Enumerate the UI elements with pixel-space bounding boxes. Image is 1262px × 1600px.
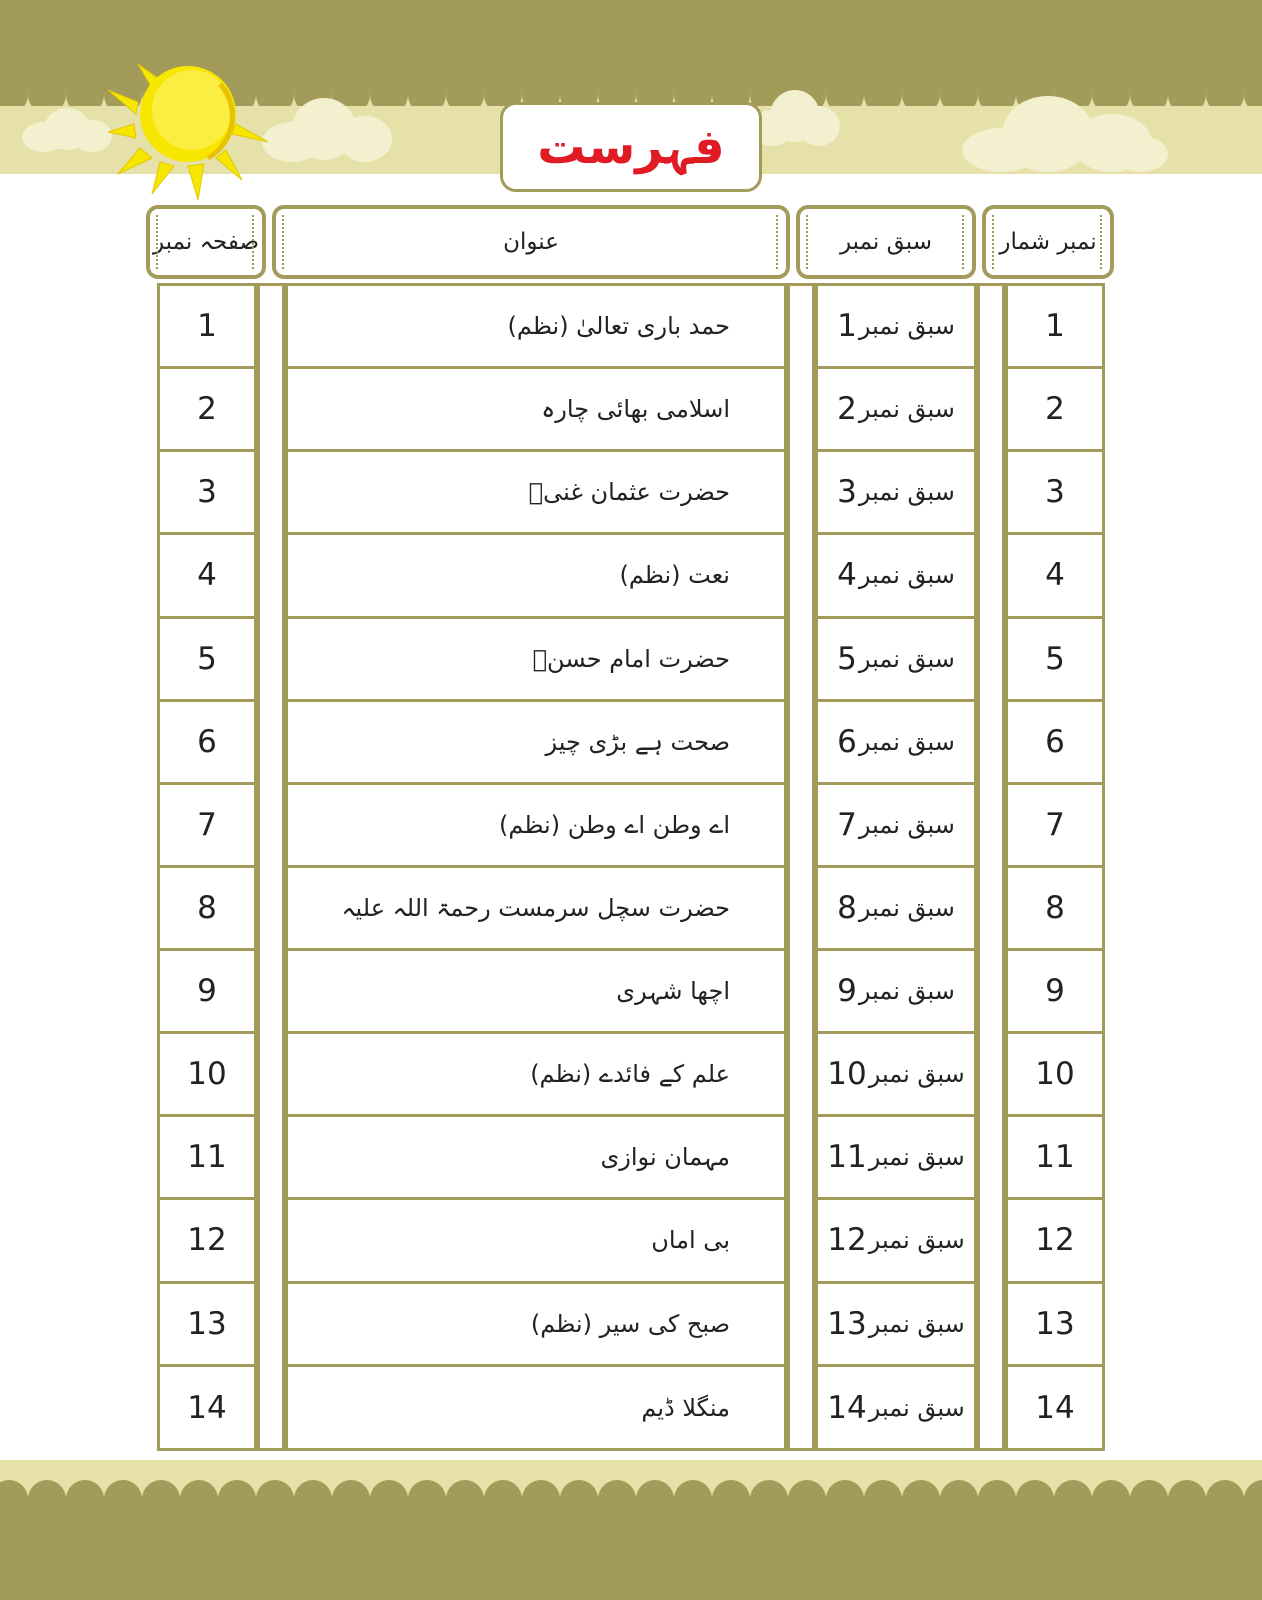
page-number-cell: 10 bbox=[160, 1034, 254, 1117]
page-number-cell: 13 bbox=[160, 1284, 254, 1367]
lesson-number: 13 bbox=[827, 1305, 867, 1342]
lesson-number-cell bbox=[818, 951, 974, 1034]
column-divider bbox=[257, 283, 285, 1451]
serial-number-cell: 3 bbox=[1008, 452, 1102, 535]
lesson-label: سبق نمبر bbox=[868, 1060, 965, 1089]
lesson-number: 4 bbox=[837, 557, 857, 594]
serial-number-cell: 5 bbox=[1008, 619, 1102, 702]
serial-number-cell: 1 bbox=[1008, 286, 1102, 369]
serial-number-cell: 2 bbox=[1008, 369, 1102, 452]
column-serial-number bbox=[1005, 283, 1105, 1451]
column-divider bbox=[787, 283, 815, 1451]
page-number-cell: 6 bbox=[160, 702, 254, 785]
topic-cell: نعت (نظم) bbox=[288, 535, 784, 618]
footer-scallop-edge bbox=[0, 1480, 1262, 1510]
page-number-cell: 1 bbox=[160, 286, 254, 369]
lesson-number: 6 bbox=[837, 723, 857, 760]
cloud-left-icon bbox=[22, 108, 112, 152]
topic-cell: صبح کی سیر (نظم) bbox=[288, 1284, 784, 1367]
serial-number-cell: 7 bbox=[1008, 785, 1102, 868]
header-topic: عنوان bbox=[272, 205, 790, 279]
lesson-label: سبق نمبر bbox=[858, 312, 955, 341]
serial-number-cell: 8 bbox=[1008, 868, 1102, 951]
lesson-number: 11 bbox=[827, 1139, 867, 1176]
header-serial-number: نمبر شمار bbox=[982, 205, 1114, 279]
lesson-label: سبق نمبر bbox=[858, 644, 955, 673]
lesson-number-cell bbox=[818, 369, 974, 452]
topic-cell: حمد باری تعالیٰ (نظم) bbox=[288, 286, 784, 369]
cloud-right-icon bbox=[962, 96, 1168, 172]
lesson-number-cell bbox=[818, 1367, 974, 1450]
page-number-cell: 3 bbox=[160, 452, 254, 535]
topic-cell: حضرت سچل سرمست رحمۃ اللہ علیہ bbox=[288, 868, 784, 951]
serial-number-cell: 14 bbox=[1035, 1390, 1075, 1427]
lesson-number-cell bbox=[818, 868, 974, 951]
serial-number-cell: 6 bbox=[1008, 702, 1102, 785]
lesson-number: 8 bbox=[837, 889, 857, 926]
page-number-cell: 4 bbox=[160, 535, 254, 618]
topic-cell: علم کے فائدے (نظم) bbox=[288, 1034, 784, 1117]
lesson-label: سبق نمبر bbox=[858, 727, 955, 756]
lesson-label: سبق نمبر bbox=[868, 1143, 965, 1172]
lesson-number-cell bbox=[818, 619, 974, 702]
topic-cell: صحت ہے بڑی چیز bbox=[288, 702, 784, 785]
topic-cell: حضرت امام حسنؓ bbox=[288, 619, 784, 702]
page-number-cell: 9 bbox=[160, 951, 254, 1034]
page-number-cell: 8 bbox=[160, 868, 254, 951]
topic-cell: منگلا ڈیم bbox=[641, 1394, 730, 1423]
lesson-label: سبق نمبر bbox=[868, 1394, 965, 1423]
serial-number-cell: 9 bbox=[1008, 951, 1102, 1034]
page-title: فہرست bbox=[537, 119, 725, 175]
lesson-number: 12 bbox=[827, 1222, 867, 1259]
lesson-label: سبق نمبر bbox=[868, 1309, 965, 1338]
footer-band bbox=[0, 1496, 1262, 1600]
page-number-cell: 7 bbox=[160, 785, 254, 868]
sun-icon bbox=[108, 62, 268, 202]
lesson-number: 9 bbox=[837, 973, 857, 1010]
header-page-number: صفحہ نمبر bbox=[146, 205, 266, 279]
serial-number-cell: 12 bbox=[1008, 1200, 1102, 1283]
serial-number-cell: 13 bbox=[1008, 1284, 1102, 1367]
header-lesson-number: سبق نمبر bbox=[796, 205, 976, 279]
lesson-number: 10 bbox=[827, 1056, 867, 1093]
column-divider bbox=[977, 283, 1005, 1451]
lesson-label: سبق نمبر bbox=[858, 561, 955, 590]
column-page-number bbox=[157, 283, 257, 1451]
lesson-number: 1 bbox=[837, 308, 857, 345]
lesson-number: 3 bbox=[837, 474, 857, 511]
lesson-label: سبق نمبر bbox=[858, 395, 955, 424]
serial-number-cell: 11 bbox=[1008, 1117, 1102, 1200]
lesson-number-cell bbox=[818, 702, 974, 785]
lesson-number-cell bbox=[818, 535, 974, 618]
lesson-label: سبق نمبر bbox=[858, 977, 955, 1006]
lesson-label: سبق نمبر bbox=[858, 810, 955, 839]
page-number-cell: 2 bbox=[160, 369, 254, 452]
page-number-cell: 14 bbox=[187, 1390, 227, 1427]
lesson-label: سبق نمبر bbox=[858, 478, 955, 507]
page-number-cell: 12 bbox=[160, 1200, 254, 1283]
lesson-number-cell bbox=[818, 1034, 974, 1117]
lesson-number: 14 bbox=[827, 1390, 867, 1427]
lesson-number: 5 bbox=[837, 640, 857, 677]
column-lesson-number bbox=[815, 283, 977, 1451]
topic-cell: بی اماں bbox=[288, 1200, 784, 1283]
lesson-number-cell bbox=[818, 1284, 974, 1367]
column-topic bbox=[285, 283, 787, 1451]
cloud-center-left-icon bbox=[262, 98, 392, 162]
topic-cell: اچھا شہری bbox=[288, 951, 784, 1034]
page-number-cell: 5 bbox=[160, 619, 254, 702]
lesson-number: 2 bbox=[837, 391, 857, 428]
lesson-number-cell bbox=[818, 1117, 974, 1200]
page-number-cell: 11 bbox=[160, 1117, 254, 1200]
lesson-number-cell bbox=[818, 1200, 974, 1283]
lesson-label: سبق نمبر bbox=[858, 893, 955, 922]
cloud-center-right-icon bbox=[750, 90, 840, 146]
topic-cell: حضرت عثمان غنیؓ bbox=[288, 452, 784, 535]
topic-cell: اسلامی بھائی چارہ bbox=[288, 369, 784, 452]
topic-cell: مہمان نوازی bbox=[288, 1117, 784, 1200]
serial-number-cell: 4 bbox=[1008, 535, 1102, 618]
lesson-label: سبق نمبر bbox=[868, 1226, 965, 1255]
lesson-number-cell bbox=[818, 286, 974, 369]
serial-number-cell: 10 bbox=[1008, 1034, 1102, 1117]
topic-cell: اے وطن اے وطن (نظم) bbox=[288, 785, 784, 868]
lesson-number-cell bbox=[818, 452, 974, 535]
lesson-number-cell bbox=[818, 785, 974, 868]
lesson-number: 7 bbox=[837, 806, 857, 843]
title-frame bbox=[500, 102, 762, 192]
